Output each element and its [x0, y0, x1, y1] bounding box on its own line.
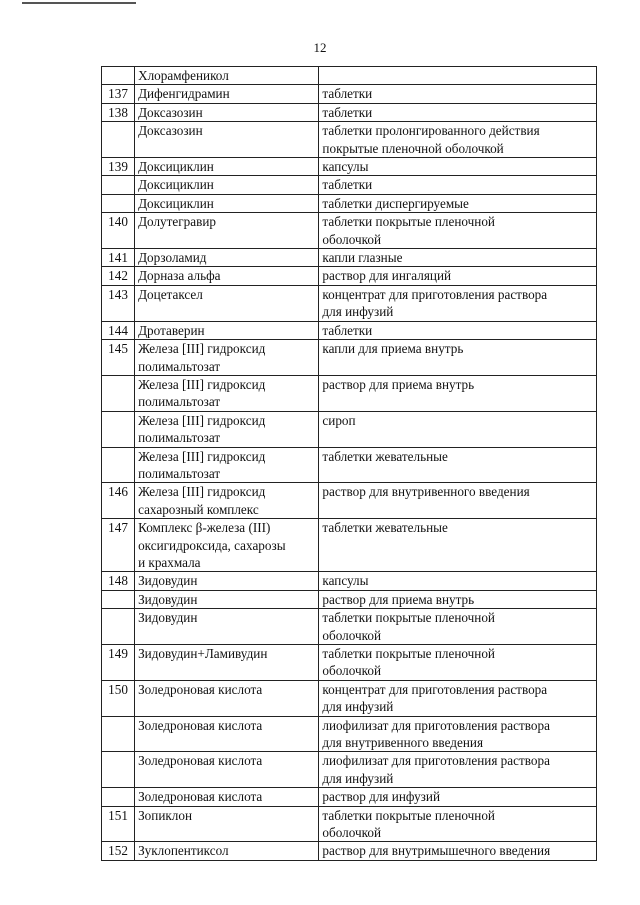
table-row [102, 158, 597, 176]
row-number-cell [102, 411, 135, 447]
row-number-cell [102, 158, 135, 176]
dosage-form-cell [319, 176, 597, 194]
drug-name-cell [135, 572, 319, 590]
table-row [102, 806, 597, 842]
dosage-form-cell [319, 411, 597, 447]
row-number-cell [102, 483, 135, 519]
drug-name-cell [135, 519, 319, 572]
row-number: 147 [108, 520, 128, 536]
drug-name-cell [135, 752, 319, 788]
drug-table [101, 66, 597, 861]
row-number-cell [102, 609, 135, 645]
dosage-form-cell [319, 716, 597, 752]
row-number-cell [102, 447, 135, 483]
table-row [102, 340, 597, 376]
row-number: 140 [108, 214, 128, 230]
row-number-cell [102, 249, 135, 267]
dosage-form-line: раствор для приема внутрь [322, 591, 475, 607]
dosage-form-line [322, 67, 593, 84]
row-number-cell [102, 375, 135, 411]
drug-name-line: Доксициклин [138, 177, 214, 193]
drug-name-line: Зидовудин+Ламивудин [138, 646, 268, 661]
drug-name-line: полимальтозат [138, 465, 221, 481]
dosage-form-line: сироп [322, 412, 356, 428]
drug-name-line: Железа [III] гидроксид [138, 412, 266, 428]
row-number-cell [102, 752, 135, 788]
drug-name-cell [135, 483, 319, 519]
drug-name-line: полимальтозат [138, 358, 221, 374]
row-number-cell [102, 103, 135, 121]
row-number-cell [102, 213, 135, 249]
table-row [102, 285, 597, 321]
row-number-cell [102, 285, 135, 321]
dosage-form-line: раствор для ингаляций [322, 268, 452, 284]
drug-name-cell [135, 85, 319, 103]
table-row [102, 752, 597, 788]
row-number-cell [102, 842, 135, 860]
dosage-form-cell [319, 249, 597, 267]
drug-name-line: Доксициклин [138, 195, 214, 211]
table-row [102, 122, 597, 158]
dosage-form-cell [319, 806, 597, 842]
drug-name-line: и крахмала [138, 554, 201, 570]
dosage-form-line: таблетки [322, 322, 373, 338]
row-number: 143 [108, 286, 128, 302]
dosage-form-line: для инфузий [322, 770, 394, 786]
drug-name-line: Железа [III] гидроксид [138, 448, 266, 464]
drug-name-cell [135, 67, 319, 85]
drug-name-line: Дорзоламид [138, 250, 207, 266]
drug-name-line: Доксициклин [138, 159, 214, 175]
dosage-form-line: оболочкой [322, 627, 381, 643]
drug-name-cell [135, 340, 319, 376]
dosage-form-cell [319, 645, 597, 681]
dosage-form-cell [319, 67, 597, 85]
drug-name-cell [135, 194, 319, 212]
drug-name-cell [135, 249, 319, 267]
dosage-form-cell [319, 285, 597, 321]
table-row [102, 645, 597, 681]
row-number-cell [102, 788, 135, 806]
drug-name-line: Хлорамфеникол [138, 68, 229, 83]
table-row [102, 447, 597, 483]
drug-name-cell [135, 806, 319, 842]
drug-name-cell [135, 590, 319, 608]
page-number: 12 [313, 40, 327, 55]
drug-name-line: Зуклопентиксол [138, 843, 229, 859]
row-number: 141 [108, 250, 128, 266]
row-number: 152 [108, 843, 128, 859]
drug-name-line: Железа [III] гидроксид [138, 484, 266, 500]
table-row [102, 267, 597, 285]
dosage-form-cell [319, 194, 597, 212]
drug-name-cell [135, 213, 319, 249]
drug-name-line: Дифенгидрамин [138, 86, 230, 102]
dosage-form-cell [319, 752, 597, 788]
dosage-form-cell [319, 842, 597, 860]
drug-name-line: Зидовудин [138, 573, 198, 589]
row-number: 150 [108, 681, 128, 697]
drug-name-cell [135, 321, 319, 339]
drug-table-body [102, 67, 597, 861]
dosage-form-line: концентрат для приготовления раствора [322, 681, 548, 697]
drug-name-cell [135, 375, 319, 411]
row-number-cell [102, 590, 135, 608]
drug-name-line: полимальтозат [138, 430, 221, 446]
dosage-form-cell [319, 483, 597, 519]
drug-name-line: оксигидроксида, сахарозы [138, 537, 286, 553]
dosage-form-cell [319, 375, 597, 411]
drug-name-line: Железа [III] гидроксид [138, 376, 266, 392]
dosage-form-line: таблетки пролонгированного действия [322, 123, 540, 139]
dosage-form-line: раствор для внутримышечного введения [322, 843, 551, 859]
dosage-form-line: таблетки покрытые пленочной [322, 214, 495, 230]
drug-name-cell [135, 411, 319, 447]
row-number: 151 [108, 807, 128, 823]
dosage-form-cell [319, 519, 597, 572]
table-row [102, 213, 597, 249]
dosage-form-line: таблетки [322, 177, 373, 193]
drug-name-line: полимальтозат [138, 394, 221, 410]
drug-name-cell [135, 842, 319, 860]
dosage-form-line: таблетки диспергируемые [322, 195, 469, 211]
table-row [102, 519, 597, 572]
drug-name-cell [135, 267, 319, 285]
drug-name-line: Железа [III] гидроксид [138, 341, 266, 357]
drug-name-cell [135, 680, 319, 716]
dosage-form-cell [319, 447, 597, 483]
table-row [102, 249, 597, 267]
row-number: 148 [108, 573, 128, 589]
drug-name-cell [135, 285, 319, 321]
table-row [102, 375, 597, 411]
drug-name-line: Доксазозин [138, 104, 203, 120]
drug-name-line: сахарозный комплекс [138, 501, 259, 517]
dosage-form-line: таблетки покрытые пленочной [322, 807, 495, 823]
dosage-form-line: оболочкой [322, 231, 381, 247]
dosage-form-cell [319, 609, 597, 645]
drug-name-line: Дротаверин [138, 322, 205, 338]
dosage-form-line: раствор для инфузий [322, 789, 441, 805]
dosage-form-line: капсулы [322, 573, 369, 589]
row-number: 138 [108, 104, 128, 120]
drug-name-line: Золедроновая кислота [138, 681, 263, 697]
drug-name-line: Комплекс β-железа (III) [138, 520, 271, 536]
dosage-form-cell [319, 321, 597, 339]
drug-name-line: Зопиклон [138, 807, 193, 823]
header-rule [22, 2, 136, 4]
table-row [102, 716, 597, 752]
drug-name-line: Доксазозин [138, 123, 203, 139]
dosage-form-cell [319, 122, 597, 158]
table-row [102, 609, 597, 645]
row-number-cell [102, 176, 135, 194]
table-row [102, 483, 597, 519]
drug-name-line: Дорназа альфа [138, 268, 221, 284]
table-row [102, 411, 597, 447]
table-row [102, 842, 597, 860]
dosage-form-line: таблетки жевательные [322, 520, 448, 536]
dosage-form-line: таблетки покрытые пленочной [322, 610, 495, 626]
drug-name-line: Зидовудин [138, 591, 198, 607]
dosage-form-line: таблетки покрытые пленочной [322, 646, 495, 661]
row-number-cell [102, 321, 135, 339]
dosage-form-line: капсулы [322, 159, 369, 175]
dosage-form-cell [319, 103, 597, 121]
dosage-form-line: для инфузий [322, 304, 394, 320]
dosage-form-line: лиофилизат для приготовления раствора [322, 753, 550, 769]
row-number-cell [102, 194, 135, 212]
drug-name-cell [135, 122, 319, 158]
table-row [102, 321, 597, 339]
dosage-form-line: концентрат для приготовления раствора [322, 286, 548, 302]
dosage-form-cell [319, 590, 597, 608]
row-number: 137 [108, 86, 128, 102]
dosage-form-cell [319, 788, 597, 806]
dosage-form-line: капли для приема внутрь [322, 341, 464, 357]
drug-name-cell [135, 788, 319, 806]
row-number: 149 [108, 646, 128, 661]
table-row [102, 590, 597, 608]
drug-name-line: Зидовудин [138, 610, 198, 626]
dosage-form-line: раствор для внутривенного введения [322, 484, 530, 500]
row-number-cell [102, 680, 135, 716]
dosage-form-line: покрытые пленочной оболочкой [322, 140, 504, 156]
drug-name-line: Золедроновая кислота [138, 789, 263, 805]
table-row [102, 788, 597, 806]
row-number-cell [102, 122, 135, 158]
drug-name-line: Доцетаксел [138, 286, 203, 302]
table-row [102, 103, 597, 121]
drug-name-line: Золедроновая кислота [138, 717, 263, 733]
dosage-form-line: лиофилизат для приготовления раствора [322, 717, 550, 733]
drug-name-cell [135, 176, 319, 194]
row-number: 144 [108, 322, 128, 338]
dosage-form-line: раствор для приема внутрь [322, 376, 475, 392]
row-number-cell [102, 645, 135, 681]
dosage-form-cell [319, 213, 597, 249]
table-row [102, 680, 597, 716]
row-number: 139 [108, 159, 128, 175]
dosage-form-cell [319, 85, 597, 103]
row-number: 142 [108, 268, 128, 284]
table-row [102, 85, 597, 103]
drug-name-cell [135, 103, 319, 121]
dosage-form-cell [319, 572, 597, 590]
dosage-form-line: таблетки [322, 104, 373, 120]
table-row [102, 176, 597, 194]
drug-name-cell [135, 158, 319, 176]
dosage-form-line: капли глазные [322, 250, 403, 266]
drug-name-cell [135, 645, 319, 681]
row-number: 146 [108, 484, 128, 500]
dosage-form-cell [319, 158, 597, 176]
dosage-form-line: оболочкой [322, 825, 381, 841]
row-number-cell [102, 67, 135, 85]
drug-name-cell [135, 447, 319, 483]
row-number-cell [102, 716, 135, 752]
drug-name-cell [135, 716, 319, 752]
row-number-cell [102, 572, 135, 590]
dosage-form-cell [319, 680, 597, 716]
dosage-form-cell [319, 267, 597, 285]
table-row [102, 194, 597, 212]
drug-name-line: Золедроновая кислота [138, 753, 263, 769]
dosage-form-line: таблетки жевательные [322, 448, 448, 464]
drug-name-line: Долутегравир [138, 214, 217, 230]
drug-name-cell [135, 609, 319, 645]
row-number-cell [102, 519, 135, 572]
dosage-form-line: для инфузий [322, 699, 394, 715]
row-number-cell [102, 340, 135, 376]
dosage-form-cell [319, 340, 597, 376]
table-row [102, 67, 597, 85]
table-row [102, 572, 597, 590]
dosage-form-line: оболочкой [322, 663, 381, 679]
row-number-cell [102, 85, 135, 103]
dosage-form-line: таблетки [322, 86, 373, 102]
row-number-cell [102, 806, 135, 842]
row-number: 145 [108, 341, 128, 357]
row-number-cell [102, 267, 135, 285]
dosage-form-line: для внутривенного введения [322, 735, 484, 751]
